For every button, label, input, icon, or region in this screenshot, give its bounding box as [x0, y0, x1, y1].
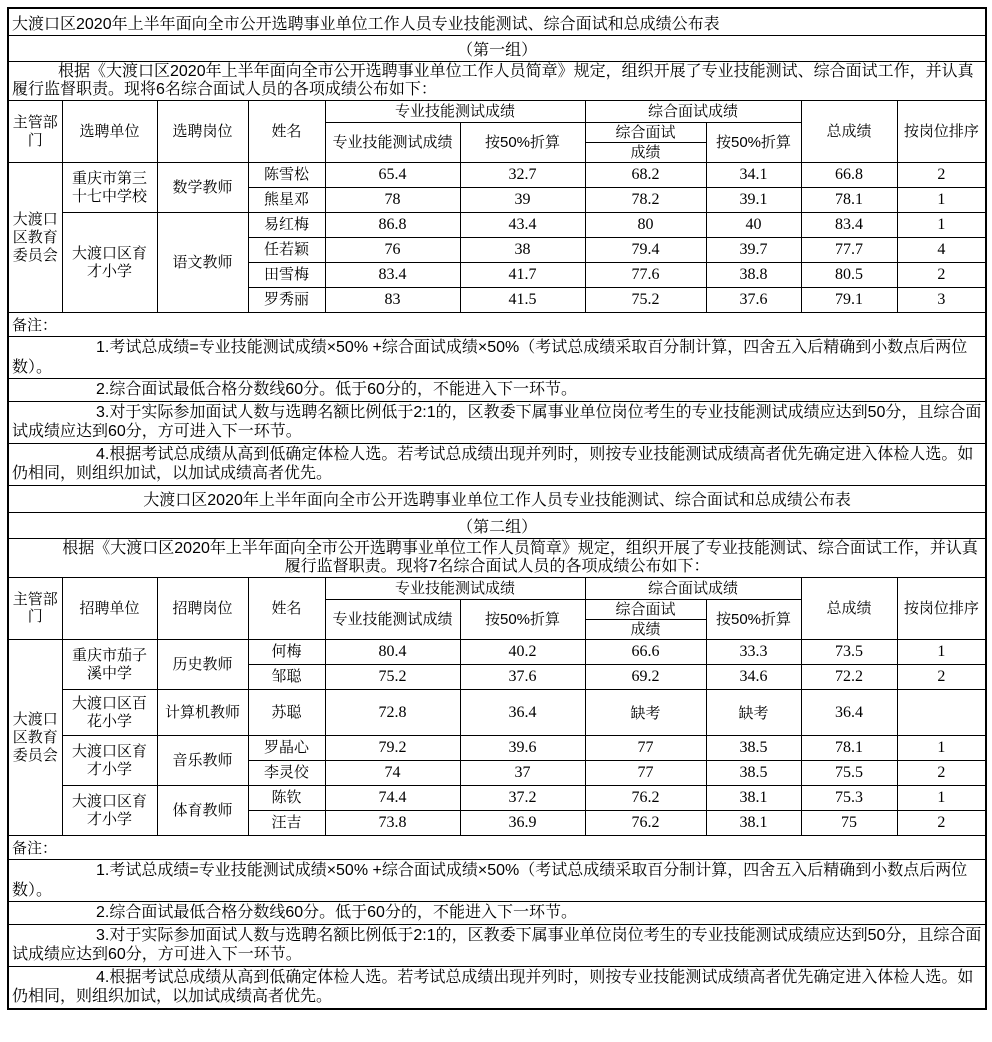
t2-header-skill-score: 专业技能测试成绩	[325, 599, 460, 640]
total-score-cell: 83.4	[801, 213, 897, 238]
rank-cell: 1	[897, 786, 986, 811]
t2-note-1: 1.考试总成绩=专业技能测试成绩×50% +综合面试成绩×50%（考试总成绩采取百分制计算，四舍五入后精确到小数点后两位数）。	[8, 860, 986, 902]
t2-header-interview-score-top: 综合面试	[585, 599, 706, 619]
t1-header-interview-group: 综合面试成绩	[585, 100, 801, 122]
name-cell: 李灵佼	[248, 761, 325, 786]
t1-header-interview-half: 按50%折算	[706, 122, 801, 163]
skill-half-cell: 43.4	[460, 213, 585, 238]
t2-header-name: 姓名	[248, 577, 325, 640]
t2-dept-cell: 大渡口区教育委员会	[8, 640, 62, 836]
skill-half-cell: 41.5	[460, 288, 585, 313]
t2-header-rank: 按岗位排序	[897, 577, 986, 640]
name-cell: 何梅	[248, 640, 325, 665]
skill-half-cell: 40.2	[460, 640, 585, 665]
table2-intro: 根据《大渡口区2020年上半年面向全市公开选聘事业单位工作人员简章》规定，组织开展了专业技能测试、综合面试工作，并认真履行监督职责。现将7名综合面试人员的各项成绩公布如下：	[8, 538, 986, 577]
rank-cell: 1	[897, 213, 986, 238]
t2-header-dept: 主管部门	[8, 577, 62, 640]
t1-note-4: 4.根据考试总成绩从高到低确定体检人选。若考试总成绩出现并列时，则按专业技能测试成绩高者优先确定进入体检人选。如仍相同，则组织加试，以加试成绩高者优先。	[8, 443, 986, 485]
interview-score-cell: 79.4	[585, 238, 706, 263]
interview-score-cell: 80	[585, 213, 706, 238]
t2-header-post: 招聘岗位	[157, 577, 248, 640]
t1-post-cell: 语文教师	[157, 213, 248, 313]
t2-post-cell: 音乐教师	[157, 736, 248, 786]
t1-header-name: 姓名	[248, 100, 325, 163]
skill-half-cell: 37	[460, 761, 585, 786]
table-row	[8, 640, 986, 665]
total-score-cell: 73.5	[801, 640, 897, 665]
rank-cell: 2	[897, 665, 986, 690]
interview-score-cell: 76.2	[585, 811, 706, 836]
name-cell: 汪吉	[248, 811, 325, 836]
interview-score-cell: 78.2	[585, 188, 706, 213]
t1-notes-label: 备注：	[8, 313, 986, 337]
interview-half-cell: 38.1	[706, 786, 801, 811]
skill-score-cell: 80.4	[325, 640, 460, 665]
total-score-cell: 36.4	[801, 690, 897, 736]
name-cell: 苏聪	[248, 690, 325, 736]
t1-header-rank: 按岗位排序	[897, 100, 986, 163]
t1-header-interview-score-bottom: 成绩	[585, 143, 706, 163]
total-score-cell: 75	[801, 811, 897, 836]
interview-half-cell: 38.5	[706, 761, 801, 786]
skill-score-cell: 74.4	[325, 786, 460, 811]
skill-half-cell: 32.7	[460, 163, 585, 188]
interview-half-cell: 40	[706, 213, 801, 238]
t1-header-total: 总成绩	[801, 100, 897, 163]
t1-dept-cell: 大渡口区教育委员会	[8, 163, 62, 313]
name-cell: 任若颖	[248, 238, 325, 263]
t2-note-2: 2.综合面试最低合格分数线60分。低于60分的，不能进入下一环节。	[8, 902, 986, 925]
interview-half-cell: 38.8	[706, 263, 801, 288]
table-row	[8, 786, 986, 811]
name-cell: 邹聪	[248, 665, 325, 690]
name-cell: 熊星邓	[248, 188, 325, 213]
t2-notes-label: 备注：	[8, 836, 986, 860]
rank-cell: 1	[897, 736, 986, 761]
interview-half-cell: 38.5	[706, 736, 801, 761]
interview-score-cell: 66.6	[585, 640, 706, 665]
interview-score-cell: 77	[585, 761, 706, 786]
interview-half-cell: 缺考	[706, 690, 801, 736]
t2-unit-cell: 大渡口区育才小学	[62, 786, 157, 836]
score-table	[7, 7, 987, 1010]
t1-header-skill-half: 按50%折算	[460, 122, 585, 163]
t2-post-cell: 体育教师	[157, 786, 248, 836]
table2-title: 大渡口区2020年上半年面向全市公开选聘事业单位工作人员专业技能测试、综合面试和总成绩公布表	[8, 485, 986, 512]
name-cell: 陈雪松	[248, 163, 325, 188]
t1-header-interview-score-top: 综合面试	[585, 122, 706, 142]
table-row	[8, 163, 986, 188]
skill-score-cell: 76	[325, 238, 460, 263]
skill-half-cell: 38	[460, 238, 585, 263]
t2-unit-cell: 重庆市茄子溪中学	[62, 640, 157, 690]
name-cell: 田雪梅	[248, 263, 325, 288]
skill-score-cell: 83.4	[325, 263, 460, 288]
interview-half-cell: 34.1	[706, 163, 801, 188]
interview-score-cell: 76.2	[585, 786, 706, 811]
interview-half-cell: 33.3	[706, 640, 801, 665]
t1-note-2: 2.综合面试最低合格分数线60分。低于60分的，不能进入下一环节。	[8, 379, 986, 402]
name-cell: 陈钦	[248, 786, 325, 811]
skill-score-cell: 65.4	[325, 163, 460, 188]
rank-cell: 4	[897, 238, 986, 263]
skill-half-cell: 36.4	[460, 690, 585, 736]
rank-cell: 2	[897, 761, 986, 786]
t2-header-total: 总成绩	[801, 577, 897, 640]
total-score-cell: 80.5	[801, 263, 897, 288]
name-cell: 罗晶心	[248, 736, 325, 761]
table-row	[8, 736, 986, 761]
total-score-cell: 77.7	[801, 238, 897, 263]
t2-header-unit: 招聘单位	[62, 577, 157, 640]
t1-unit-cell: 重庆市第三十七中学校	[62, 163, 157, 213]
name-cell: 罗秀丽	[248, 288, 325, 313]
table2-group-label: （第二组）	[8, 512, 986, 538]
interview-score-cell: 69.2	[585, 665, 706, 690]
rank-cell: 2	[897, 811, 986, 836]
rank-cell: 1	[897, 188, 986, 213]
skill-half-cell: 36.9	[460, 811, 585, 836]
t1-header-skill-score: 专业技能测试成绩	[325, 122, 460, 163]
interview-half-cell: 39.7	[706, 238, 801, 263]
interview-half-cell: 38.1	[706, 811, 801, 836]
name-cell: 易红梅	[248, 213, 325, 238]
interview-score-cell: 77.6	[585, 263, 706, 288]
interview-score-cell: 75.2	[585, 288, 706, 313]
skill-score-cell: 75.2	[325, 665, 460, 690]
skill-half-cell: 37.6	[460, 665, 585, 690]
interview-half-cell: 34.6	[706, 665, 801, 690]
t2-note-3: 3.对于实际参加面试人数与选聘名额比例低于2:1的，区教委下属事业单位岗位考生的专业技能测试成绩应达到50分，且综合面试成绩应达到60分，方可进入下一环节。	[8, 924, 986, 966]
interview-score-cell: 68.2	[585, 163, 706, 188]
t2-unit-cell: 大渡口区育才小学	[62, 736, 157, 786]
t1-header-skill-group: 专业技能测试成绩	[325, 100, 585, 122]
t1-header-dept: 主管部门	[8, 100, 62, 163]
t2-post-cell: 计算机教师	[157, 690, 248, 736]
interview-score-cell: 缺考	[585, 690, 706, 736]
interview-half-cell: 39.1	[706, 188, 801, 213]
skill-score-cell: 72.8	[325, 690, 460, 736]
total-score-cell: 75.3	[801, 786, 897, 811]
table-row	[8, 213, 986, 238]
t2-post-cell: 历史教师	[157, 640, 248, 690]
rank-cell: 2	[897, 263, 986, 288]
t1-note-3: 3.对于实际参加面试人数与选聘名额比例低于2:1的，区教委下属事业单位岗位考生的专业技能测试成绩应达到50分，且综合面试成绩应达到60分，方可进入下一环节。	[8, 401, 986, 443]
rank-cell: 1	[897, 640, 986, 665]
t2-header-interview-half: 按50%折算	[706, 599, 801, 640]
interview-score-cell: 77	[585, 736, 706, 761]
total-score-cell: 66.8	[801, 163, 897, 188]
skill-score-cell: 78	[325, 188, 460, 213]
skill-score-cell: 74	[325, 761, 460, 786]
total-score-cell: 78.1	[801, 736, 897, 761]
t1-post-cell: 数学教师	[157, 163, 248, 213]
total-score-cell: 79.1	[801, 288, 897, 313]
rank-cell: 3	[897, 288, 986, 313]
t1-unit-cell: 大渡口区育才小学	[62, 213, 157, 313]
rank-cell: 2	[897, 163, 986, 188]
skill-half-cell: 37.2	[460, 786, 585, 811]
t2-header-skill-half: 按50%折算	[460, 599, 585, 640]
table1-title: 大渡口区2020年上半年面向全市公开选聘事业单位工作人员专业技能测试、综合面试和总成绩公布表	[8, 8, 986, 36]
t2-unit-cell: 大渡口区百花小学	[62, 690, 157, 736]
t2-header-skill-group: 专业技能测试成绩	[325, 577, 585, 599]
table1-intro: 根据《大渡口区2020年上半年面向全市公开选聘事业单位工作人员简章》规定，组织开展了专业技能测试、综合面试工作，并认真履行监督职责。现将6名综合面试人员的各项成绩公布如下：	[8, 62, 986, 101]
t1-note-1: 1.考试总成绩=专业技能测试成绩×50% +综合面试成绩×50%（考试总成绩采取百分制计算，四舍五入后精确到小数点后两位数）。	[8, 337, 986, 379]
rank-cell	[897, 690, 986, 736]
total-score-cell: 72.2	[801, 665, 897, 690]
total-score-cell: 75.5	[801, 761, 897, 786]
skill-score-cell: 83	[325, 288, 460, 313]
t2-note-4: 4.根据考试总成绩从高到低确定体检人选。若考试总成绩出现并列时，则按专业技能测试成绩高者优先确定进入体检人选。如仍相同，则组织加试，以加试成绩高者优先。	[8, 966, 986, 1009]
t1-header-unit: 选聘单位	[62, 100, 157, 163]
table-row	[8, 690, 986, 736]
skill-half-cell: 39	[460, 188, 585, 213]
skill-score-cell: 86.8	[325, 213, 460, 238]
skill-score-cell: 79.2	[325, 736, 460, 761]
skill-half-cell: 39.6	[460, 736, 585, 761]
interview-half-cell: 37.6	[706, 288, 801, 313]
total-score-cell: 78.1	[801, 188, 897, 213]
table1-group-label: （第一组）	[8, 36, 986, 62]
t2-header-interview-score-bottom: 成绩	[585, 619, 706, 639]
t1-header-post: 选聘岗位	[157, 100, 248, 163]
skill-half-cell: 41.7	[460, 263, 585, 288]
t2-header-interview-group: 综合面试成绩	[585, 577, 801, 599]
skill-score-cell: 73.8	[325, 811, 460, 836]
